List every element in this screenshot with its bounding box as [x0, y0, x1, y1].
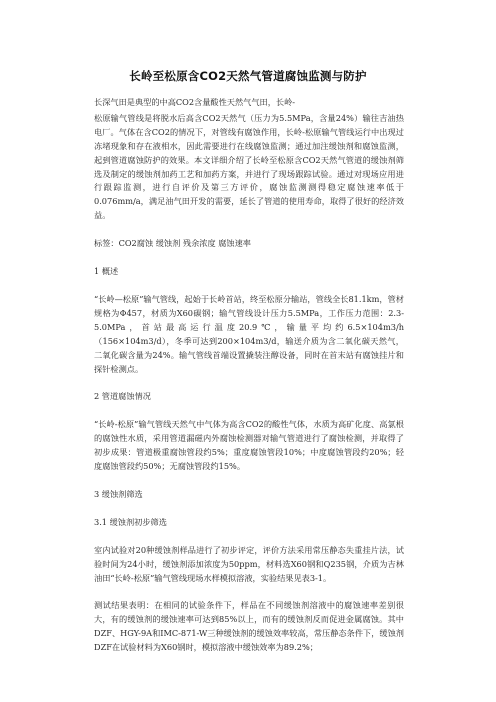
section-heading-3: 3 缓蚀剂筛选 — [94, 488, 143, 499]
paragraph-abstract: 松原输气管线是将脱水后高含CO2天然气（压力为5.5MPa，含量24%）输往吉油热电厂。气体在含CO2的情况下，对管线有腐蚀作用，长岭-松原输气管线运行中出现过冻堵现象和存在液相水，因此需要进行在线腐蚀监测；通过加注缓蚀剂和腐蚀监测，起到管道腐蚀防护的效果。本文详细介绍了长岭至松原含CO2天然气管道的缓蚀剂筛选及制定的缓蚀剂加药工艺和加药方案，并进行了现场跟踪试验。通过对现场应用进行跟踪监测，进行自评价及第三方评价，腐蚀监测测得稳定腐蚀速率低于0.076mm/a，满足油气田开发的需要，延长了管道的使用寿命，取得了很好的经济效益。 — [94, 112, 404, 221]
section-heading-1: 1 概述 — [94, 266, 119, 277]
subsection-heading-3-1: 3.1 缓蚀剂初步筛选 — [94, 516, 167, 527]
paragraph-intro-line: 长深气田是典型的中高CO2含量酸性天然气气田，长岭- — [94, 97, 296, 107]
paragraph-keywords: 标签：CO2腐蚀 缓蚀剂 残余浓度 腐蚀速率 — [94, 238, 251, 249]
paragraph-results: 测试结果表明：在相同的试验条件下，样品在不同缓蚀剂溶液中的腐蚀速率差别很大，有的缓蚀剂的缓蚀速率可达到85%以上，而有的缓蚀剂反而促进金属腐蚀。其中DZF、HGY-9A和IMC-871-W三种缓蚀剂的缓蚀效率较高，常压静态条件下，缓蚀剂DZF在试验材料为X60钢时，模拟溶液中缓蚀效率为89.2%； — [94, 600, 404, 653]
document-body — [94, 96, 404, 655]
document-title: 长岭至松原含CO2天然气管道腐蚀监测与防护 — [129, 69, 367, 83]
paragraph-overview: “长岭—松原”输气管线，起始于长岭首站，终至松原分输站，管线全长81.1km，管材规格为Φ457，材质为X60碳钢；输气管线设计压力5.5MPa，工作压力范围：2.3-5.0MPa，首站最高运行温度20.9℃，输量平均约6.5×104m3/h（156×104m3/d），冬季可达到200×104m3/d，输送介质为含二氧化碳天然气，二氧化碳含量为24%。输气管线首端设置撬装注醇设备，同时在首末站有腐蚀挂片和探针检测点。 — [94, 293, 404, 374]
paragraph-corrosion: “长岭-松原”输气管线天然气中气体为高含CO2的酸性气体，水质为高矿化度、高氯根的腐蚀性水质，采用管道漏磁内外腐蚀检测器对输气管道进行了腐蚀检测，并取得了初步成果：管道极重腐蚀管段约5%；重度腐蚀管段10%；中度腐蚀管段约20%；轻度腐蚀管段约50%；无腐蚀管段约15%。 — [94, 419, 404, 472]
section-heading-2: 2 管道腐蚀情况 — [94, 391, 151, 402]
paragraph-screening: 室内试验对20种缓蚀剂样品进行了初步评定，评价方法采用常压静态失重挂片法，试验时间为24小时，缓蚀剂添加浓度为50ppm，材料选X60钢和Q235钢，介质为吉林油田“长岭-松原”输气管线现场水样模拟溶液，实验结果见表3-1。 — [94, 544, 404, 583]
